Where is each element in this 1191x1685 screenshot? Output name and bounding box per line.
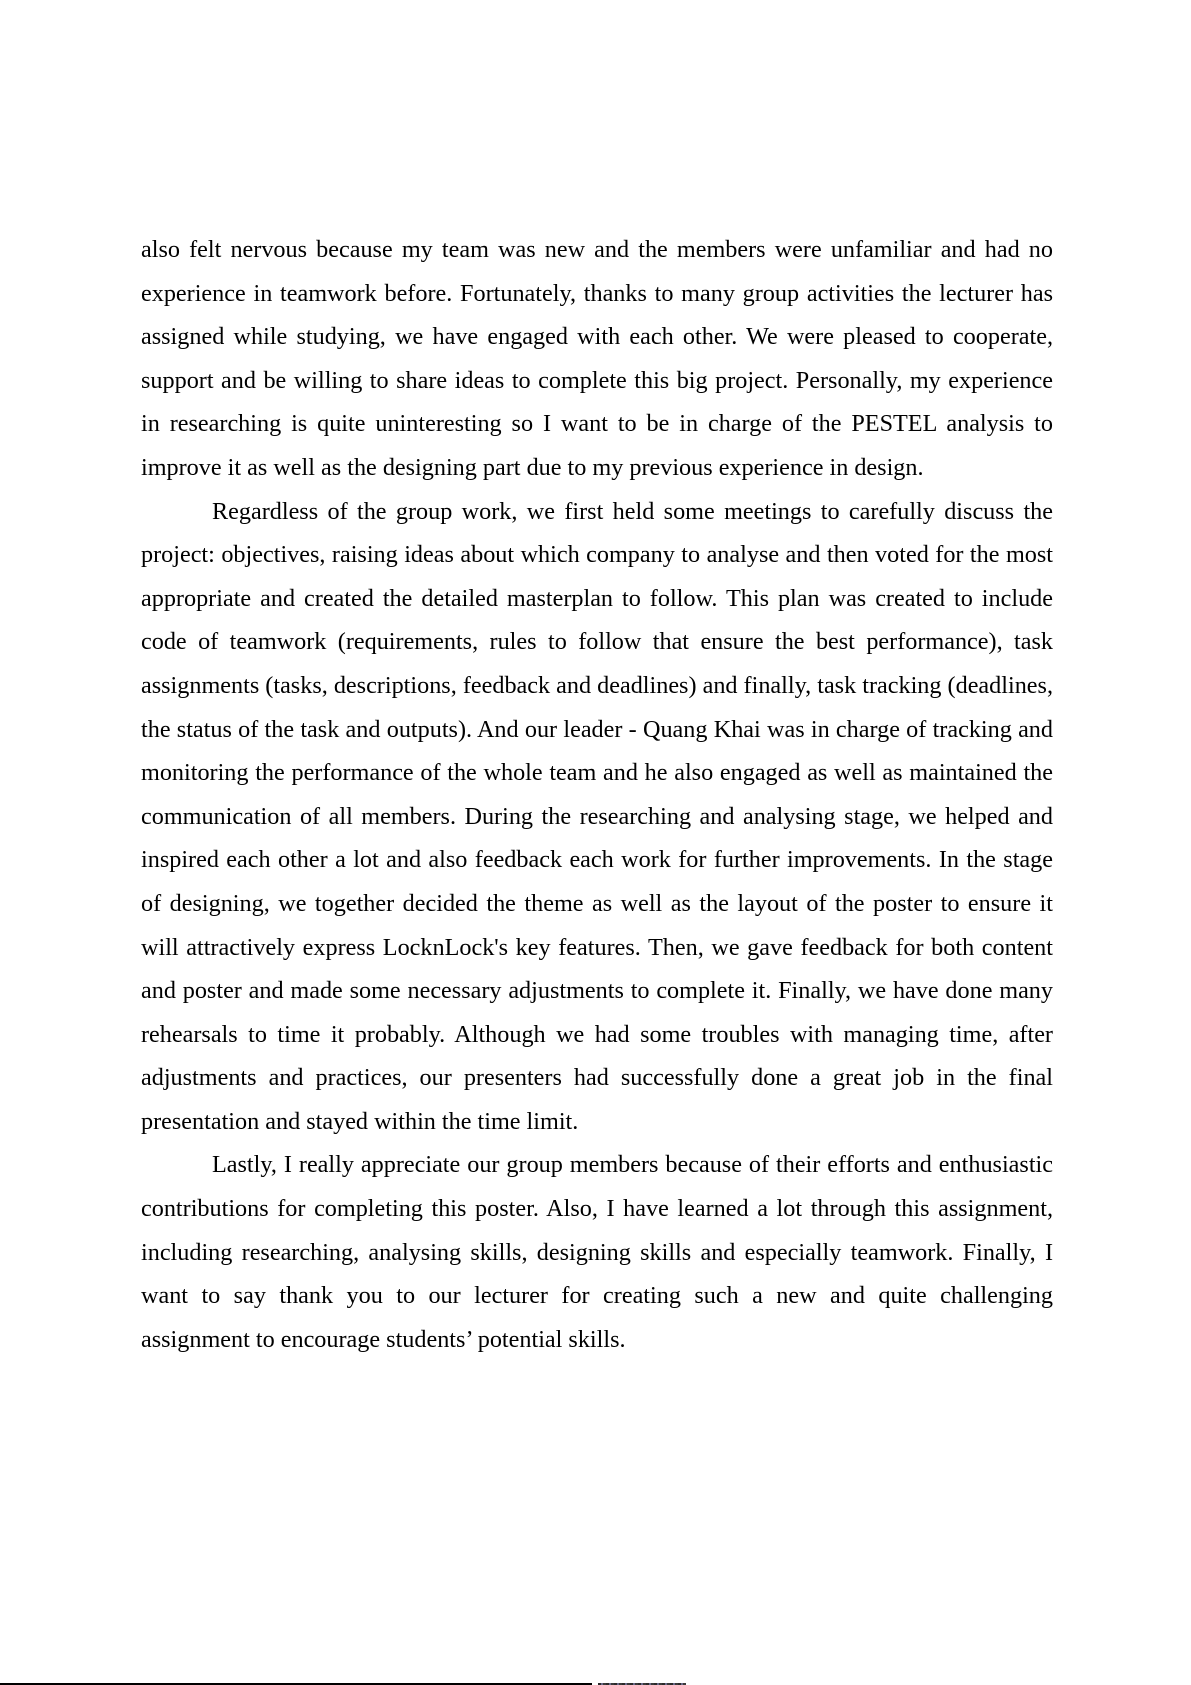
paragraph-continued: also felt nervous because my team was new and the members were unfamiliar and had no experience in teamwork before. Fortunately, thanks to many group activities the lecturer has assigned while studying, we have engaged with each other. We were pleased to cooperate, support and be willing to share ideas to complete this big project. Personally, my experience in researching is quite uninteresting so I want to be in charge of the PESTEL analysis to improve it as well as the designing part due to my previous experience in design. [141,236,1053,481]
document-body [141,228,1053,1361]
paragraph-conclusion: Lastly, I really appreciate our group members because of their efforts and enthusiastic contributions for completing this poster. Also, I have learned a lot through this assignment, including researching, analysing skills, designing skills and especially teamwork. Finally, I want to say thank you to our lecturer for creating such a new and quite challenging assignment to encourage students’ potential skills. [141,1151,1053,1353]
paragraph-group-work: Regardless of the group work, we first held some meetings to carefully discuss the project: objectives, raising ideas about which company to analyse and then voted for the most appropriate and created the detailed masterplan to follow. This plan was created to include code of teamwork (requirements, rules to follow that ensure the best performance), task assignments (tasks, descriptions, feedback and deadlines) and finally, task tracking (deadlines, the status of the task and outputs). And our leader - Quang Khai was in charge of tracking and monitoring the performance of the whole team and he also engaged as well as maintained the communication of all members. During the researching and analysing stage, we helped and inspired each other a lot and also feedback each work for further improvements. In the stage of designing, we together decided the theme as well as the layout of the poster to ensure it will attractively express LocknLock's key features. Then, we gave feedback for both content and poster and made some necessary adjustments to complete it. Finally, we have done many rehearsals to time it probably. Although we had some troubles with managing time, after adjustments and practices, our presenters had successfully done a great job in the final presentation and stayed within the time limit. [141,497,1053,1135]
